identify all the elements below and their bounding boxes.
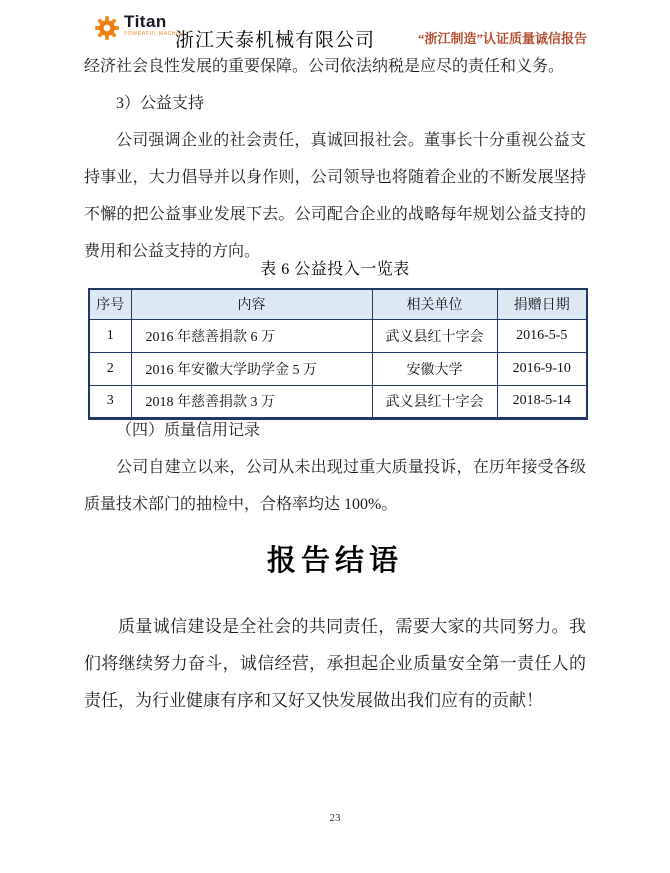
cell-index: 2 (89, 352, 131, 385)
cell-org: 武义县红十字会 (372, 319, 497, 352)
header-company-name: 浙江天泰机械有限公司 (175, 30, 376, 51)
table-row (89, 319, 587, 352)
closing-paragraph-block (84, 608, 586, 719)
col-header-index: 序号 (89, 289, 131, 319)
header-report-label: “浙江制造”认证质量诚信报告 (417, 31, 587, 46)
table-header-row (89, 289, 587, 319)
cell-org: 武义县红十字会 (372, 385, 497, 418)
carryover-line: 经济社会良性发展的重要保障。公司依法纳税是应尽的责任和义务。 (84, 58, 565, 75)
logo-subtitle: POWERFUL MACHINE (124, 31, 187, 37)
donation-table (88, 288, 588, 420)
page-number: 23 (329, 812, 341, 824)
company-logo (94, 13, 186, 41)
table-caption: 表 6 公益投入一览表 (260, 261, 410, 278)
closing-title: 报告结语 (266, 545, 403, 577)
col-header-org: 相关单位 (372, 289, 497, 319)
quality-paragraph: 公司自建立以来，公司从未出现过重大质量投诉，在历年接受各级质量技术部门的抽检中，合格率均达 100%。 (84, 459, 586, 513)
logo-brand: Titan (124, 12, 167, 31)
section-public-welfare (84, 48, 586, 270)
gear-icon (94, 15, 120, 41)
col-header-content: 内容 (131, 289, 372, 319)
table-row (89, 352, 587, 385)
cell-content: 2018 年慈善捐款 3 万 (131, 385, 372, 418)
welfare-paragraph: 公司强调企业的社会责任，真诚回报社会。董事长十分重视公益支持事业，大力倡导并以身作则，公司领导也将随着企业的不断发展坚持不懈的把公益事业发展下去。公司配合企业的战略每年规划公益支持的费用和公益支持的方向。 (84, 132, 586, 260)
cell-date: 2018-5-14 (497, 385, 587, 418)
cell-index: 1 (89, 319, 131, 352)
welfare-heading: 3）公益支持 (116, 95, 205, 112)
closing-paragraph: 质量诚信建设是全社会的共同责任，需要大家的共同努力。我们将继续努力奋斗，诚信经营，承担起企业质量安全第一责任人的责任，为行业健康有序和又好又快发展做出我们应有的贡献！ (84, 617, 586, 710)
quality-heading: （四）质量信用记录 (116, 422, 261, 439)
section-quality-record (84, 412, 586, 523)
cell-content: 2016 年安徽大学助学金 5 万 (131, 352, 372, 385)
cell-index: 3 (89, 385, 131, 418)
cell-date: 2016-9-10 (497, 352, 587, 385)
col-header-date: 捐赠日期 (497, 289, 587, 319)
cell-org: 安徽大学 (372, 352, 497, 385)
cell-date: 2016-5-5 (497, 319, 587, 352)
cell-content: 2016 年慈善捐款 6 万 (131, 319, 372, 352)
